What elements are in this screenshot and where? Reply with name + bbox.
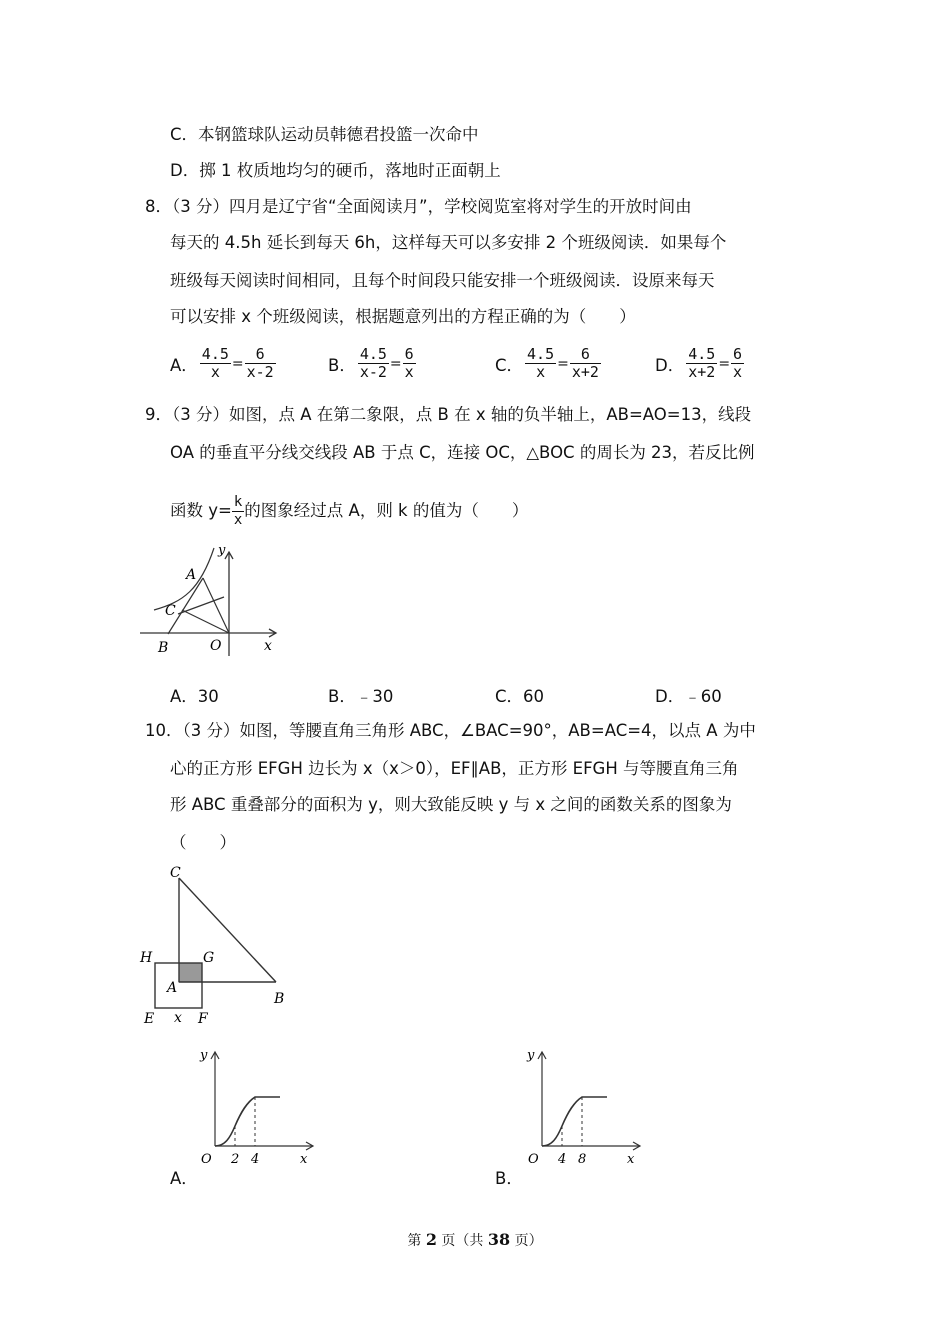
q9-figure	[138, 542, 283, 660]
q10-figure	[138, 860, 298, 1030]
q9-label-c: C	[165, 603, 176, 619]
graph-b-tick-2: 8	[578, 1152, 587, 1167]
q9-label-x: x	[264, 638, 272, 654]
q8-option-c: C． $\frac{4.5}{x}$ = $\frac{6}{x+2}$	[495, 345, 599, 381]
graph-b-x-label: x	[627, 1152, 635, 1167]
q9-line2: OA 的垂直平分线交线段 AB 于点 C，连接 OC，△BOC 的周长为 23，若反比例	[170, 443, 755, 462]
graph-b-tick-1: 4	[558, 1152, 567, 1167]
q10-line1: 10．（3 分）如图，等腰直角三角形 ABC，∠BAC=90°，AB=AC=4，以点 A 为中	[145, 721, 756, 740]
q9-line3: 函数 y= $\frac{k}{x}$ 的图象经过点 A，则 k 的值为（ ）	[170, 494, 529, 528]
q8-option-d: D． $\frac{4.5}{x+2}$ = $\frac{6}{x}$	[655, 345, 743, 381]
q9-option-d: D．﹣60	[655, 687, 722, 706]
graph-b-y-label: y	[527, 1048, 535, 1063]
page-footer: 第 2 页（共 38 页）	[407, 1230, 543, 1249]
q9-label-o: O	[210, 638, 222, 654]
total-page-count: 38	[487, 1230, 511, 1249]
graph-b-origin: O	[528, 1152, 539, 1167]
q7-option-c: C．本钢篮球队运动员韩德君投篮一次命中	[170, 125, 479, 144]
q10-label-a: A	[167, 980, 178, 996]
q10-graph-a	[195, 1042, 320, 1167]
q10-label-b: B	[274, 991, 285, 1007]
q10-label-e: E	[144, 1011, 155, 1027]
q9-option-c: C．60	[495, 687, 545, 706]
graph-a-y-label: y	[200, 1048, 208, 1063]
graph-a-x-label: x	[300, 1152, 308, 1167]
q10-line4: （ ）	[170, 833, 236, 852]
q10-graph-b	[522, 1042, 647, 1167]
graph-a-origin: O	[201, 1152, 212, 1167]
q10-option-a-label: A．	[170, 1169, 198, 1188]
q8-option-b: B． $\frac{4.5}{x-2}$ = $\frac{6}{x}$	[328, 345, 414, 381]
graph-a-tick-1: 2	[231, 1152, 240, 1167]
q8-line3: 班级每天阅读时间相同，且每个时间段只能安排一个班级阅读．设原来每天	[170, 271, 715, 290]
q9-label-a: A	[186, 567, 197, 583]
current-page-number: 2	[425, 1230, 437, 1249]
q9-option-a: A．30	[170, 687, 219, 706]
q9-label-y: y	[218, 543, 226, 558]
q10-label-x: x	[174, 1010, 182, 1026]
q10-label-f: F	[198, 1011, 208, 1027]
q10-label-g: G	[203, 950, 215, 966]
q8-option-a: A． $\frac{4.5}{x}$ = $\frac{6}{x-2}$	[170, 345, 274, 381]
q10-label-h: H	[140, 950, 153, 966]
q9-option-b: B．﹣30	[328, 687, 394, 706]
q9-line1: 9．（3 分）如图，点 A 在第二象限，点 B 在 x 轴的负半轴上，AB=AO=13，线段	[145, 405, 752, 424]
q9-label-b: B	[158, 640, 169, 656]
q8-line4: 可以安排 x 个班级阅读，根据题意列出的方程正确的为（ ）	[170, 307, 636, 326]
q10-line2: 心的正方形 EFGH 边长为 x（x＞0），EF∥AB，正方形 EFGH 与等腰直角三角	[170, 759, 739, 778]
q8-line1: 8．（3 分）四月是辽宁省“全面阅读月”，学校阅览室将对学生的开放时间由	[145, 197, 692, 216]
graph-a-tick-2: 4	[251, 1152, 260, 1167]
q10-line3: 形 ABC 重叠部分的面积为 y，则大致能反映 y 与 x 之间的函数关系的图象为	[170, 795, 732, 814]
q8-line2: 每天的 4.5h 延长到每天 6h，这样每天可以多安排 2 个班级阅读．如果每个	[170, 233, 727, 252]
q7-option-d: D．掷 1 枚质地均匀的硬币，落地时正面朝上	[170, 161, 501, 180]
q10-option-b-label: B．	[495, 1169, 523, 1188]
q10-label-c: C	[170, 865, 181, 881]
